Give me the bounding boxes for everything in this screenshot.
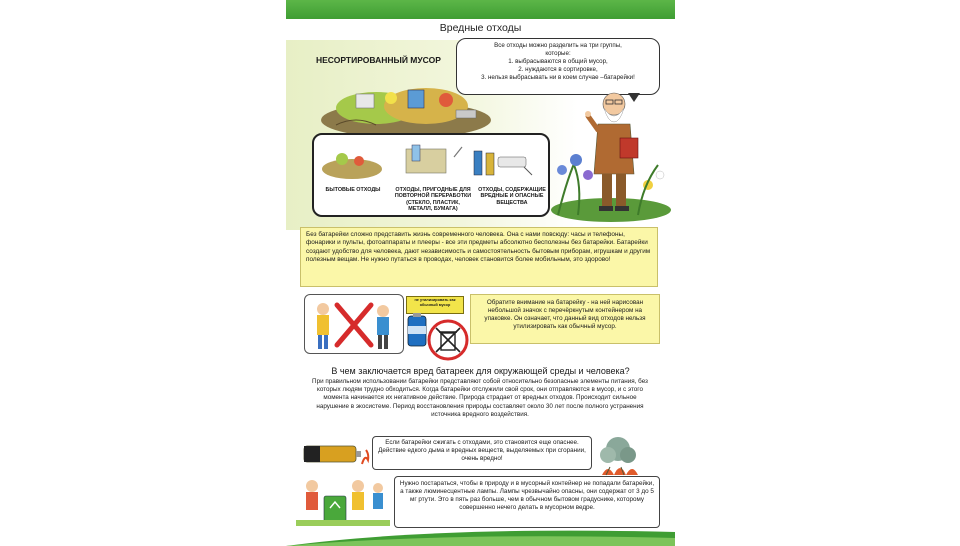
crossed-bin-icon: [426, 318, 470, 362]
page-title: Вредные отходы: [439, 22, 522, 34]
sort-label-household: БЫТОВЫЕ ОТХОДЫ: [325, 187, 381, 193]
top-green-bar: [286, 0, 675, 19]
sorting-illustrations: [314, 137, 548, 185]
bubble-intro-2: которые:: [545, 50, 571, 57]
info-box-burning: Если батарейки сжигать с отходами, это становится еще опаснее. Действие едкого дыма и вредных веществ, выделяемых при сгорании, очень вредно!: [372, 436, 592, 470]
bubble-intro: Все отходы можно разделить на три группы,: [494, 42, 622, 49]
burning-battery-illustration: [300, 440, 370, 468]
battery-warning-note: не утилизировать как обычный мусор: [406, 296, 464, 314]
bottom-green-swoosh: [286, 522, 675, 546]
bubble-item-1: 1. выбрасываются в общий мусор,: [508, 58, 608, 65]
sort-label-recyclable: ОТХОДЫ, ПРИГОДНЫЕ ДЛЯ ПОВТОРНОЙ ПЕРЕРАБОТКИ (СТЕКЛО, ПЛАСТИК, МЕТАЛЛ, БУМАГА): [394, 187, 472, 213]
toxic-smoke-illustration: [594, 433, 644, 477]
kids-battery-panel: [304, 294, 404, 354]
info-box-battery-importance: Без батарейки сложно представить жизнь современного человека. Она с нами повсюду: часы и телефоны, фонарики и пульты, фотоаппараты и плееры - все эти предметы абсолютно бесполезны без батарейки. Батарейки создают удобство для человека, дают независимость и самостоятельность бытовым приборам, игрушкам и другим полезным вещам. Не нужно путаться в проводах, человек становится более мобильным, это здорово!: [300, 227, 658, 287]
kids-recycling-illustration: [296, 474, 390, 526]
kids-crossed-illustration: [305, 295, 403, 353]
info-box-crossed-bin: Обратите внимание на батарейку - на ней нарисован небольшой значок с перечёркнутым контейнером на упаковке. Он означает, что данный вид отходов нельзя утилизировать как обычный мусор.: [470, 294, 660, 344]
waste-sorting-box: [312, 133, 550, 217]
sort-label-hazardous: ОТХОДЫ, СОДЕРЖАЩИЕ ВРЕДНЫЕ И ОПАСНЫЕ ВЕЩЕСТВА: [478, 187, 546, 206]
professor-illustration: [584, 86, 644, 216]
unsorted-waste-label: НЕСОРТИРОВАННЫЙ МУСОР: [316, 55, 441, 65]
harm-section-text: При правильном использовании батарейки представляют собой относительно безопасные элементы питания, без которых людям трудно обходиться. Когда батарейки отслужили свой срок, они отправляются в мусор, и с этого момента начинается их негативное действие. Природа страдает от вредных отходов. Происходит сильное нарушение в экосистеме. Период восстановления природы составляет около 30 лет после полного устранения источника вредного воздействия.: [312, 378, 648, 418]
poster-sheet: [286, 0, 675, 546]
info-box-lamps: Нужно постараться, чтобы в природу и в мусорный контейнер не попадали батарейки, а также люминесцентные лампы. Лампы чрезвычайно опасны, они содержат от 3 до 5 мг ртути. Это в пять раз больше, чем в обычном бытовом градуснике, которому совершенно нечего делать в мусорном ведре.: [394, 476, 660, 528]
bubble-item-2: 2. нуждаются в сортировке,: [518, 66, 598, 73]
bubble-item-3: 3. нельзя выбрасывать ни в коем случае –батарейки!: [481, 74, 635, 81]
harm-section-title: В чем заключается вред батареек для окружающей среды и человека?: [331, 366, 630, 376]
